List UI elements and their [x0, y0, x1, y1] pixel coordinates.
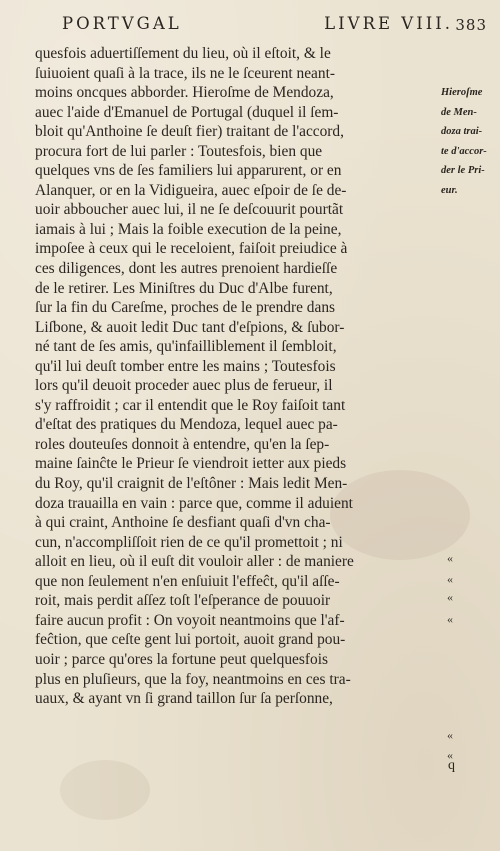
quote-mark: «	[447, 612, 453, 626]
text-line: faire aucun profit : On voyoit neantmoins que l'af-	[35, 611, 345, 629]
text-line: ſuiuoient quaſi à la trace, ils ne le ſceurent neant-	[35, 64, 335, 82]
text-line: que non ſeulement n'en enſuiuit l'effeĉt, qu'il aſſe-	[35, 572, 340, 590]
text-line: uoir ; parce qu'ores la fortune peut quelquesfois	[35, 650, 328, 668]
text-line: roit, mais perdit aſſez toſt l'eſperance de pouuoir	[35, 592, 331, 610]
text-line: bloit qu'Anthoine ſe deuſt fier) traitant de l'accord,	[35, 123, 344, 141]
text-line: doza trauailla en vain : parce que, comme il aduient	[35, 494, 353, 512]
text-line: né tant de ſes amis, qu'infailliblement il ſembloit,	[35, 338, 337, 356]
catchword: q	[448, 758, 455, 773]
text-line: maine ſainĉte le Prieur ſe viendroit ietter aux pieds	[35, 455, 347, 473]
text-line: lors qu'il deuoit proceder auec plus de ferueur, il	[35, 377, 333, 395]
header-title-left: PORTVGAL	[62, 14, 182, 33]
text-line: uoir abboucher auec lui, il ne ſe deſcouurit pourtãt	[35, 201, 344, 219]
text-line: ces diligences, dont les autres prenoient hardieſſe	[35, 260, 338, 278]
quote-mark: «	[447, 590, 453, 604]
header-title-right: LIVRE VIII.	[324, 14, 453, 33]
text-line: iamais à lui ; Mais la foible execution de la peine,	[35, 220, 342, 238]
margin-note-line: der le Pri-	[441, 165, 485, 176]
text-line: s'y raffroidit ; car il entendit que le Roy faiſoit tant	[35, 396, 346, 414]
text-line: Alanquer, or en la Vidigueira, auec eſpoir de ſe de-	[35, 181, 347, 199]
text-line: de le retirer. Les Miniſtres du Duc d'Albe furent,	[35, 279, 333, 297]
margin-note-line: eur.	[441, 185, 458, 196]
text-line: auec l'aide d'Emanuel de Portugal (duquel il ſem-	[35, 103, 339, 121]
quote-mark: «	[447, 572, 453, 586]
page-number: 383	[455, 16, 487, 34]
text-line: quesfois aduertiſſement du lieu, où il eſtoit, & le	[35, 45, 331, 62]
text-line: uaux, & ayant vn ſi grand taillon ſur ſa perſonne,	[35, 690, 333, 708]
text-line: roles douteuſes donnoit à entendre, qu'en la ſep-	[35, 435, 330, 453]
text-line: plus en pluſieurs, que la foy, neantmoins en ces tra-	[35, 670, 351, 688]
text-line: d'eſtat des pratiques du Mendoza, lequel auec pa-	[35, 416, 338, 434]
text-line: moins oncques abborder. Hieroſme de Mendoza,	[35, 84, 334, 102]
main-text-block	[35, 44, 440, 709]
margin-note-line: de Men-	[441, 107, 477, 118]
text-line: qu'il lui deuſt tomber entre les mains ; Toutesfois	[35, 357, 336, 375]
text-line: du Roy, qu'il craignit de l'eſtôner : Mais ledit Men-	[35, 475, 348, 493]
text-line: quelques vns de ſes familiers lui apparurent, or en	[35, 162, 342, 180]
text-line: procura fort de lui parler : Toutesfois, bien que	[35, 142, 323, 160]
text-line: Liſbone, & auoit ledit Duc tant d'eſpions, & ſubor-	[35, 318, 345, 336]
margin-note-line: te d'accor-	[441, 146, 487, 157]
margin-note-line: doza trai-	[441, 126, 483, 137]
text-line: feĉtion, que ceſte gent lui portoit, auoit grand pou-	[35, 631, 346, 649]
quote-mark: «	[447, 748, 453, 762]
margin-note-line: Hieroſme	[441, 87, 483, 98]
paper-stain	[60, 760, 150, 820]
quote-mark: «	[447, 728, 453, 742]
text-line: ſur la fin du Careſme, proches de le prendre dans	[35, 299, 336, 317]
text-line: alloit en lieu, où il euſt dit vouloir aller : de maniere	[35, 553, 354, 571]
text-line: cun, n'accompliſſoit rien de ce qu'il promettoit ; ni	[35, 533, 343, 551]
running-head	[62, 14, 487, 40]
text-line: impoſee à ceux qui le receloient, faiſoit preiudice à	[35, 240, 348, 258]
quote-mark: «	[447, 551, 453, 565]
text-line: à qui craint, Anthoine ſe desfiant quaſi d'vn cha-	[35, 514, 331, 532]
